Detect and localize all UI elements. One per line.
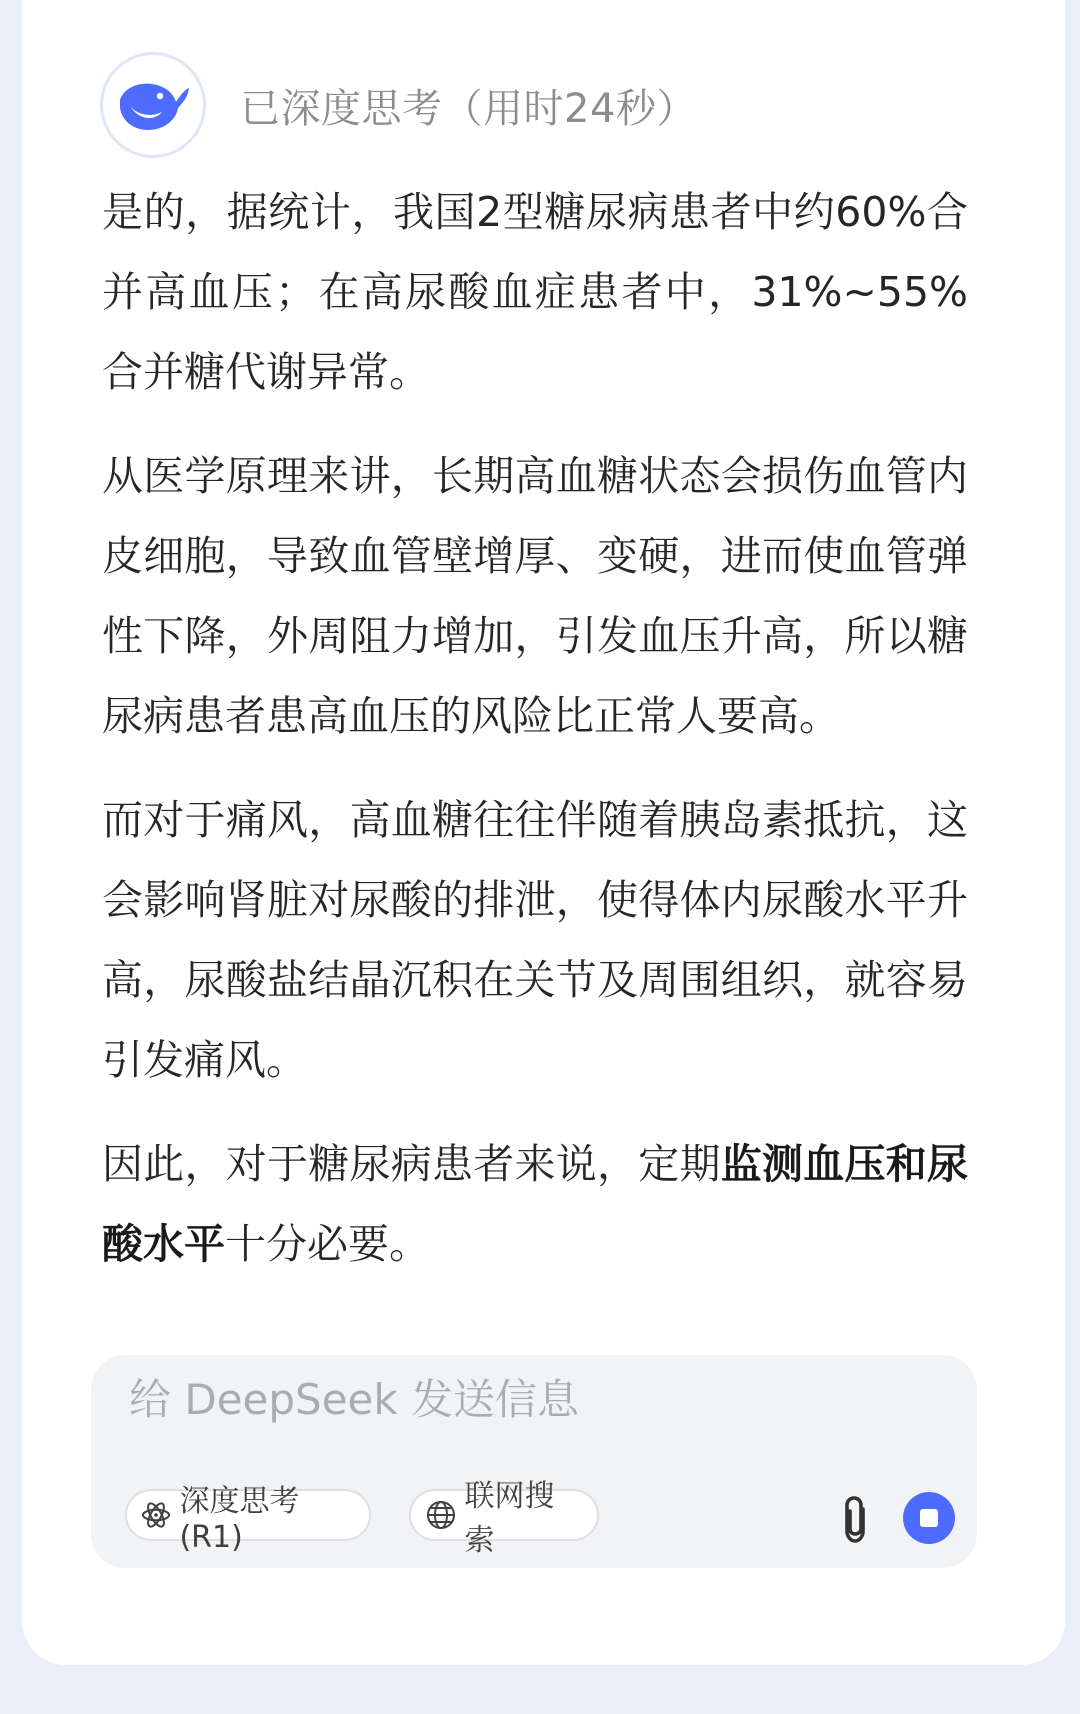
answer-bold-text: 监测血压和尿酸水平 bbox=[102, 1140, 968, 1268]
attach-button[interactable] bbox=[832, 1493, 878, 1547]
answer-paragraph: 是的，据统计，我国2型糖尿病患者中约60%合并高血压；在高尿酸血症患者中，31%~55%合并糖代谢异常。 bbox=[102, 188, 968, 396]
globe-icon bbox=[423, 1497, 459, 1533]
answer-text: 因此，对于糖尿病患者来说，定期 bbox=[102, 1140, 721, 1188]
deep-think-toggle[interactable] bbox=[125, 1483, 371, 1555]
web-search-label: 联网搜索 bbox=[464, 1479, 555, 1558]
paperclip-icon bbox=[837, 1495, 873, 1545]
stop-button[interactable] bbox=[903, 1492, 955, 1544]
answer-paragraph: 从医学原理来讲，长期高血糖状态会损伤血管内皮细胞，导致血管壁增厚、变硬，进而使血管弹性下降，外周阻力增加，引发血压升高，所以糖尿病患者患高血压的风险比正常人要高。 bbox=[102, 452, 968, 740]
deepseek-whale-icon bbox=[116, 78, 190, 132]
answer-paragraph bbox=[102, 1124, 968, 1284]
message-header bbox=[100, 50, 697, 160]
deep-think-label: 深度思考(R1) bbox=[179, 1483, 300, 1555]
think-status[interactable]: 已深度思考（用时24秒） bbox=[240, 85, 697, 132]
web-search-toggle[interactable] bbox=[409, 1479, 599, 1558]
stop-icon bbox=[920, 1509, 938, 1527]
atom-icon bbox=[139, 1497, 173, 1533]
answer-body bbox=[102, 172, 968, 1308]
message-composer bbox=[91, 1355, 977, 1568]
avatar bbox=[100, 52, 206, 158]
answer-paragraph: 而对于痛风，高血糖往往伴随着胰岛素抵抗，这会影响肾脏对尿酸的排泄，使得体内尿酸水平升高，尿酸盐结晶沉积在关节及周围组织，就容易引发痛风。 bbox=[102, 796, 968, 1084]
message-input[interactable] bbox=[129, 1375, 929, 1424]
answer-text: 十分必要。 bbox=[225, 1220, 430, 1268]
